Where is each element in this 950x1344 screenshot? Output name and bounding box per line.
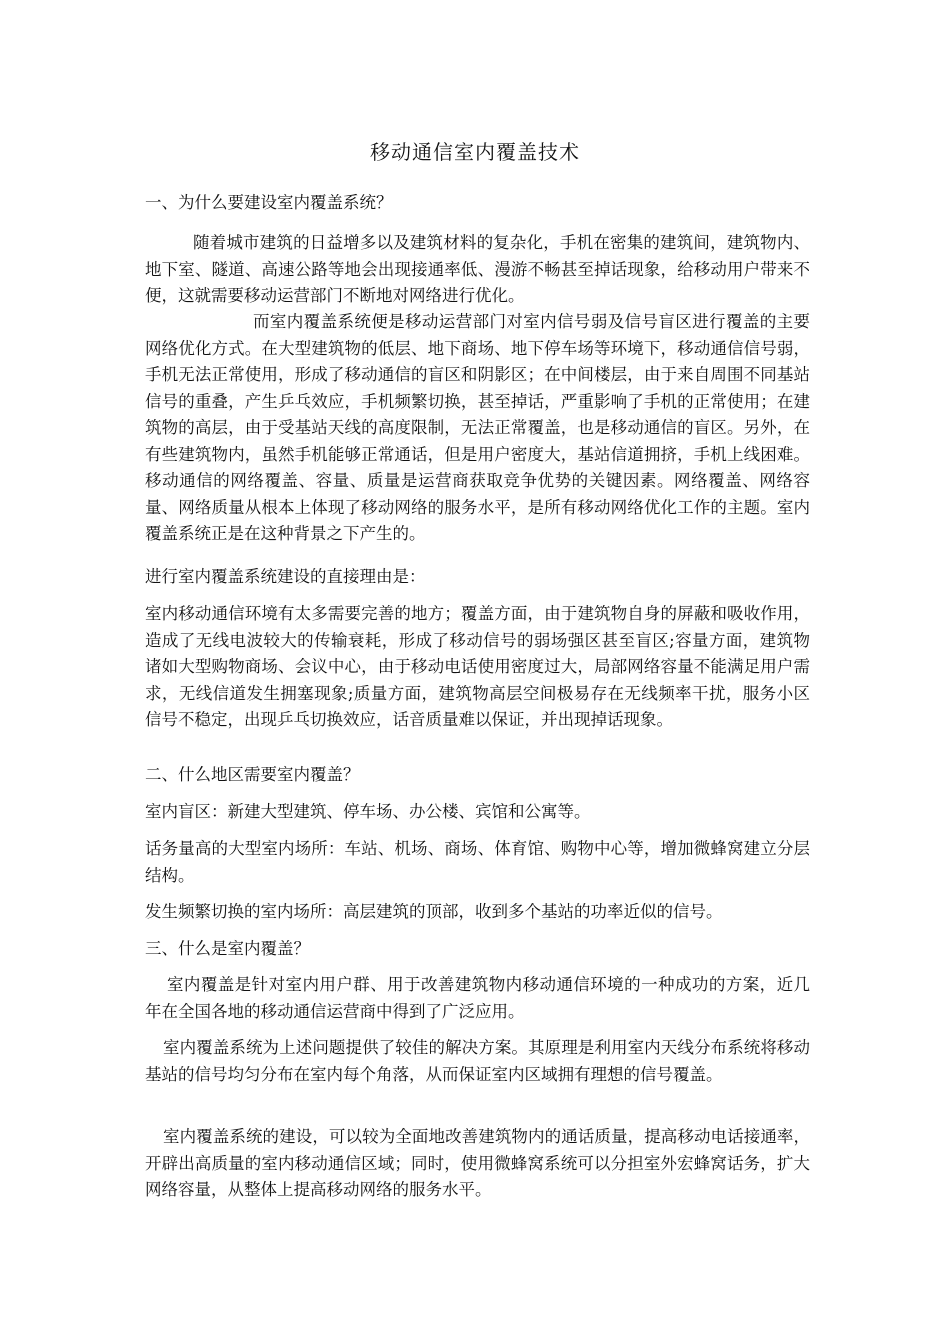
- section-2-paragraph-2: 话务量高的大型室内场所：车站、机场、商场、体育馆、购物中心等，增加微蜂窝建立分层结构。: [145, 839, 810, 885]
- section-1-paragraph-4: 室内移动通信环境有太多需要完善的地方；覆盖方面，由于建筑物自身的屏蔽和吸收作用，造成了无线电波较大的传输衰耗，形成了移动信号的弱场强区甚至盲区;容量方面，建筑物诸如大型购物商场、会议中心，由于移动电话使用密度过大，局部网络容量不能满足用户需求，无线信道发生拥塞现象;质量方面，建筑物高层空间极易存在无线频率干扰，服务小区信号不稳定，出现乒乓切换效应，话音质量难以保证，并出现掉话现象。: [145, 604, 810, 729]
- section-1-paragraph-1: 随着城市建筑的日益增多以及建筑材料的复杂化，手机在密集的建筑间，建筑物内、地下室、隧道、高速公路等地会出现接通率低、漫游不畅甚至掉话现象，给移动用户带来不便，这就需要移动运营部门不断地对网络进行优化。: [145, 233, 810, 305]
- section-2-paragraph-3: 发生频繁切换的室内场所：高层建筑的顶部，收到多个基站的功率近似的信号。: [145, 902, 723, 921]
- section-1-heading: 一、为什么要建设室内覆盖系统？: [145, 193, 393, 212]
- section-1-paragraph-3: 进行室内覆盖系统建设的直接理由是：: [145, 567, 426, 586]
- section-3-paragraph-2: 室内覆盖系统为上述问题提供了较佳的解决方案。其原理是利用室内天线分布系统将移动基站的信号均匀分布在室内每个角落，从而保证室内区域拥有理想的信号覆盖。: [145, 1038, 810, 1084]
- section-1-paragraph-2: 而室内覆盖系统便是移动运营部门对室内信号弱及信号盲区进行覆盖的主要网络优化方式。在大型建筑物的低层、地下商场、地下停车场等环境下，移动通信信号弱，手机无法正常使用，形成了移动通信的盲区和阴影区；在中间楼层，由于来自周围不同基站信号的重叠，产生乒乓效应，手机频繁切换，甚至掉话，严重影响了手机的正常使用；在建筑物的高层，由于受基站天线的高度限制，无法正常覆盖，也是移动通信的盲区。另外，在有些建筑物内，虽然手机能够正常通话，但是用户密度大，基站信道拥挤，手机上线困难。移动通信的网络覆盖、容量、质量是运营商获取竞争优势的关键因素。网络覆盖、网络容量、网络质量从根本上体现了移动网络的服务水平，是所有移动网络优化工作的主题。室内覆盖系统正是在这种背景之下产生的。: [145, 312, 810, 543]
- section-3-paragraph-1: 室内覆盖是针对室内用户群、用于改善建筑物内移动通信环境的一种成功的方案，近几年在全国各地的移动通信运营商中得到了广泛应用。: [145, 975, 810, 1021]
- section-2-heading: 二、什么地区需要室内覆盖？: [145, 765, 360, 784]
- section-2-paragraph-1: 室内盲区：新建大型建筑、停车场、办公楼、宾馆和公寓等。: [145, 802, 591, 821]
- section-3-heading: 三、什么是室内覆盖？: [145, 939, 310, 958]
- document-title: 移动通信室内覆盖技术: [370, 140, 580, 164]
- section-3-paragraph-3: 室内覆盖系统的建设，可以较为全面地改善建筑物内的通话质量，提高移动电话接通率，开辟出高质量的室内移动通信区域；同时，使用微蜂窝系统可以分担室外宏蜂窝话务，扩大网络容量，从整体上提高移动网络的服务水平。: [145, 1127, 810, 1199]
